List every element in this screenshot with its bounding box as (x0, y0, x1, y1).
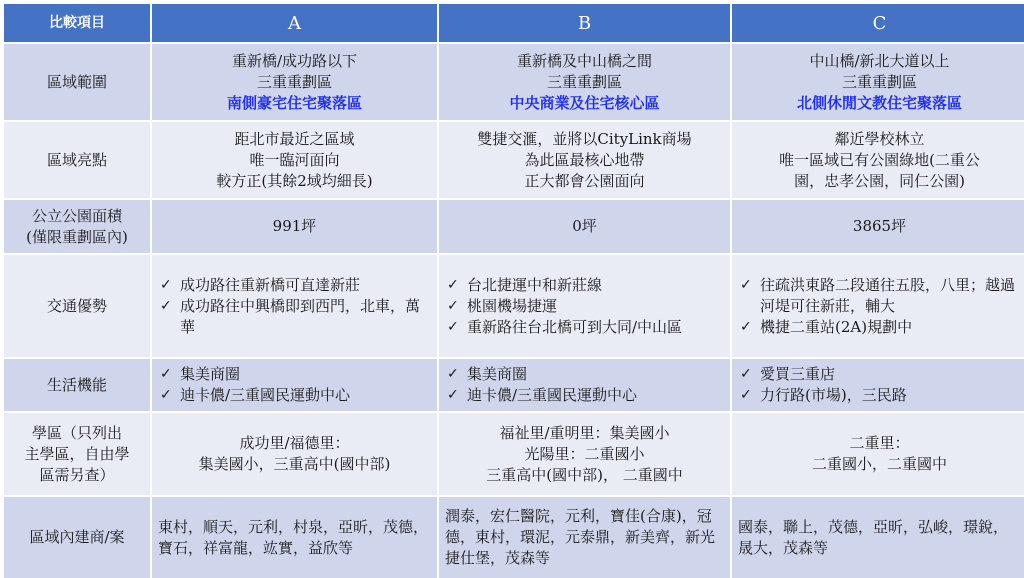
cell-line: 福祉里/重明里：集美國小 (499, 423, 670, 442)
list-item (738, 385, 1021, 406)
row-label-park-area (4, 200, 150, 253)
header-col-b (439, 4, 730, 42)
list-item-text: 重新路往台北橋可到大同/中山區 (467, 317, 683, 336)
list-item (445, 317, 724, 338)
cell-line: 重新橋/成功路以下 (231, 51, 358, 70)
cell-line: 二重里： (849, 434, 910, 452)
cell-line: 0坪 (572, 217, 597, 235)
cell-line: 雙捷交滙，並將以CityLink商場 (477, 129, 692, 148)
row-label-highlights (4, 122, 150, 198)
cell-line: 成功里/福德里： (239, 434, 350, 452)
list-item-text: 台北捷運中和新莊線 (467, 275, 603, 294)
checkmark-icon: ✓ (740, 387, 752, 403)
cell-transport-c (732, 255, 1024, 357)
highlight-line: 南側豪宅住宅聚落區 (226, 93, 362, 112)
check-list (445, 275, 724, 338)
check-list (738, 364, 1021, 406)
row-label-text: 區需另查） (39, 465, 115, 484)
list-item-text: 迪卡儂/三重國民運動中心 (467, 386, 638, 404)
cell-line: 三重重劃區 (841, 72, 917, 91)
cell-amenities-b (439, 359, 730, 411)
cell-range-a (152, 44, 437, 120)
list-item-text: 成功路往中興橋即到西門，北車，萬華 (180, 296, 421, 336)
cell-highlights-a (152, 122, 437, 198)
cell-line: 二重國小，二重國中 (811, 455, 947, 473)
cell-line: 集美國小，三重高中(國中部) (198, 455, 391, 473)
check-list (445, 364, 724, 406)
check-list (158, 275, 431, 338)
cell-transport-a (152, 255, 437, 357)
cell-park-area-b (439, 200, 730, 253)
checkmark-icon: ✓ (447, 387, 459, 403)
list-item (738, 364, 1021, 385)
checkmark-icon: ✓ (160, 297, 172, 314)
list-item (158, 385, 431, 406)
cell-line: 唯一區域已有公園綠地(二重公 (779, 150, 980, 169)
list-item (158, 364, 431, 385)
checkmark-icon: ✓ (447, 276, 459, 293)
cell-amenities-c (732, 359, 1024, 411)
cell-developers-a (152, 497, 437, 578)
cell-line: 三重高中(國中部)， 二重國中 (486, 465, 683, 484)
table-grid (4, 4, 1021, 565)
cell-line: 光陽里：二重國小 (524, 444, 645, 463)
highlight-line: 中央商業及住宅核心區 (509, 93, 660, 112)
cell-line: 3865坪 (852, 217, 907, 235)
checkmark-icon: ✓ (160, 366, 172, 382)
list-item (445, 275, 724, 296)
header-label-text: 比較項目 (49, 14, 105, 31)
cell-highlights-b (439, 122, 730, 198)
row-label-text: 公立公園面積 (31, 206, 122, 225)
row-label-text: 區域亮點 (46, 150, 107, 169)
list-item-text: 桃園機場捷運 (467, 296, 558, 315)
checkmark-icon: ✓ (447, 297, 459, 314)
cell-line: 正大都會公園面向 (524, 171, 645, 190)
cell-line: 園，忠孝公園，同仁公園) (794, 171, 965, 190)
cell-line: 三重重劃區 (256, 72, 332, 91)
cell-line: 東村，順天，元利，村泉，亞昕，茂德，寶石，祥富龍，竑實，益欣等 (158, 517, 429, 557)
row-label-text: 學區（只列出 (31, 423, 122, 442)
list-item-text: 往疏洪東路二段通往五股，八里；越過河堤可往新莊，輔大 (760, 275, 1016, 315)
list-item (445, 364, 724, 385)
row-label-text: (僅限重劃區內) (26, 227, 128, 246)
list-item (445, 385, 724, 406)
list-item (158, 296, 431, 338)
cell-line: 較方正(其餘2域均細長) (216, 171, 373, 190)
header-col-a-text: A (288, 12, 301, 34)
checkmark-icon: ✓ (447, 318, 459, 335)
check-list (738, 275, 1021, 338)
cell-school-c (732, 413, 1024, 495)
list-item-text: 集美商圈 (467, 365, 528, 383)
cell-line: 為此區最核心地帶 (524, 150, 645, 169)
row-label-text: 主學區，自由學 (24, 444, 130, 463)
cell-school-b (439, 413, 730, 495)
cell-line: 鄰近學校林立 (834, 129, 925, 148)
list-item-text: 力行路(市場)，三民路 (760, 386, 907, 404)
checkmark-icon: ✓ (740, 366, 752, 382)
row-label-text: 區域內建商/案 (29, 528, 125, 546)
cell-line: 三重重劃區 (546, 72, 622, 91)
cell-line: 唯一臨河面向 (249, 150, 340, 169)
row-label-range (4, 44, 150, 120)
check-list (158, 364, 431, 406)
cell-line: 潤泰，宏仁醫院，元利，寶佳(合康)，冠德，東村，環泥，元泰鼎，新美齊，新光捷仕堡，茂森等 (445, 507, 716, 567)
row-label-school-district (4, 413, 150, 495)
list-item (738, 275, 1021, 317)
highlight-line: 北側休閒文教住宅聚落區 (796, 93, 962, 112)
cell-park-area-c (732, 200, 1024, 253)
list-item (445, 296, 724, 317)
list-item-text: 迪卡儂/三重國民運動中心 (180, 386, 351, 404)
list-item-text: 愛買三重店 (760, 365, 836, 383)
cell-highlights-c (732, 122, 1024, 198)
cell-range-b (439, 44, 730, 120)
cell-developers-b (439, 497, 730, 578)
cell-developers-c (732, 497, 1024, 578)
list-item-text: 成功路往重新橋可直達新莊 (180, 275, 361, 294)
list-item (158, 275, 431, 296)
row-label-text: 生活機能 (46, 375, 107, 394)
checkmark-icon: ✓ (740, 276, 752, 293)
list-item-text: 機捷二重站(2A)規劃中 (760, 317, 913, 336)
comparison-table (4, 4, 1021, 565)
header-label (4, 4, 150, 42)
header-col-a (152, 4, 437, 42)
list-item-text: 集美商圈 (180, 365, 241, 383)
row-label-transport (4, 255, 150, 357)
cell-line: 中山橋/新北大道以上 (809, 51, 950, 70)
checkmark-icon: ✓ (447, 366, 459, 382)
cell-transport-b (439, 255, 730, 357)
header-col-c-text: C (872, 12, 887, 34)
row-label-text: 區域範圍 (46, 72, 107, 91)
cell-line: 國泰，聯上，茂德，亞昕，弘峻，璟銳，晟大，茂森等 (738, 517, 1009, 557)
checkmark-icon: ✓ (160, 387, 172, 403)
row-label-text: 交通優勢 (46, 296, 107, 315)
checkmark-icon: ✓ (160, 276, 172, 293)
cell-line: 距北市最近之區域 (234, 129, 355, 148)
cell-line: 重新橋及中山橋之間 (516, 51, 652, 70)
header-col-b-text: B (577, 12, 592, 34)
row-label-developers (4, 497, 150, 578)
checkmark-icon: ✓ (740, 318, 752, 335)
cell-school-a (152, 413, 437, 495)
cell-amenities-a (152, 359, 437, 411)
cell-park-area-a (152, 200, 437, 253)
cell-line: 991坪 (272, 217, 317, 235)
header-col-c (732, 4, 1024, 42)
row-label-amenities (4, 359, 150, 411)
list-item (738, 317, 1021, 338)
cell-range-c (732, 44, 1024, 120)
